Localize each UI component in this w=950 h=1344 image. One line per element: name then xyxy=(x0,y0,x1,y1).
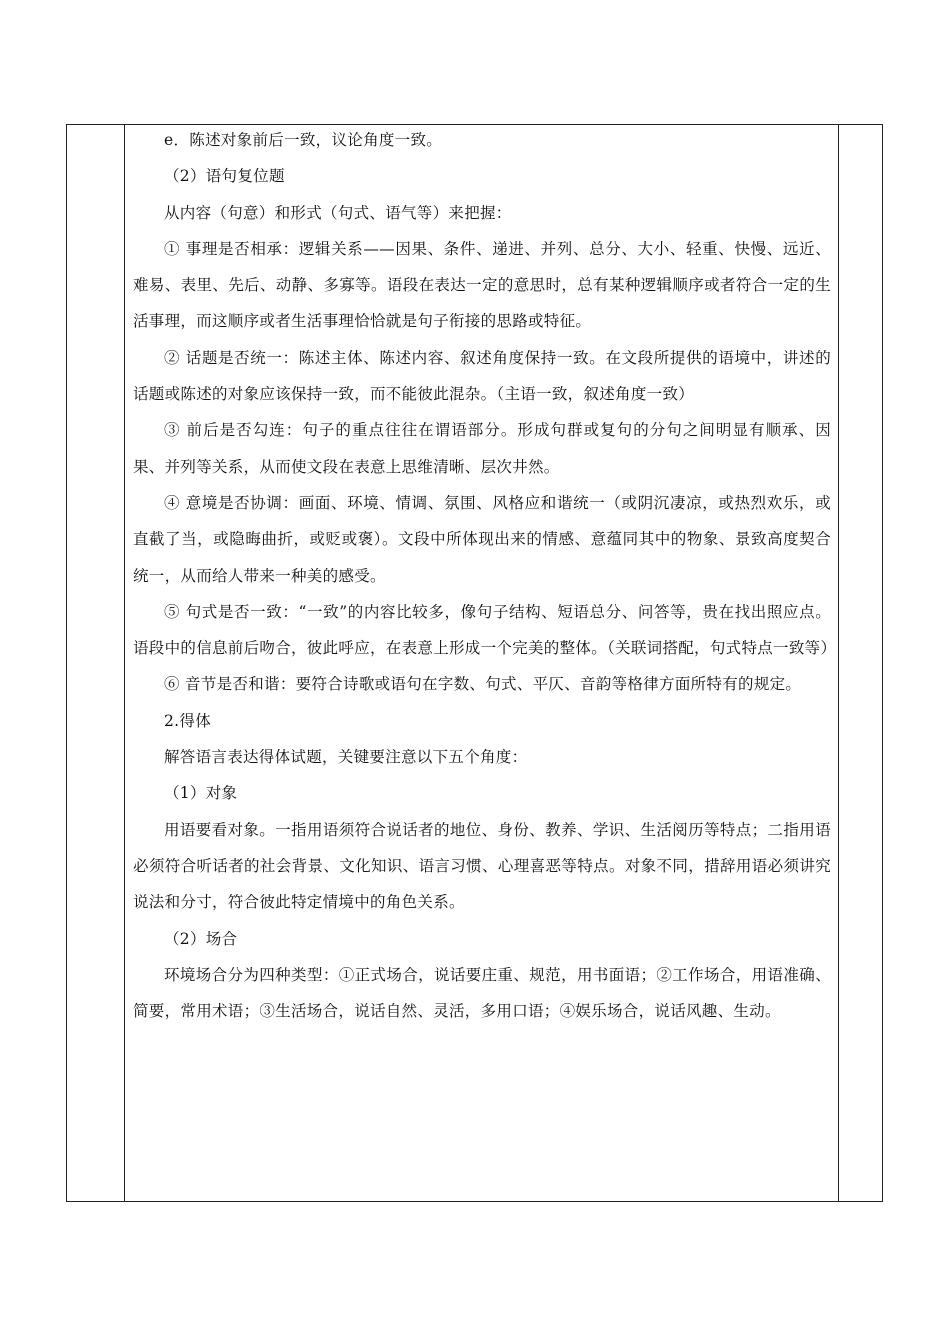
content-cell xyxy=(133,125,837,1029)
table-column-divider-left xyxy=(124,125,125,1201)
paragraph-point-2: ② 话题是否统一：陈述主体、陈述内容、叙述角度保持一致。在文段所提供的语境中，讲述的话题或陈述的对象应该保持一致，而不能彼此混杂。（主语一致，叙述角度一致） xyxy=(133,348,831,404)
paragraph-occasion-body: 环境场合分为四种类型：①正式场合，说话要庄重、规范，用书面语；②工作场合，用语准确、简要，常用术语；③生活场合，说话自然、灵活，多用口语；④娱乐场合，说话风趣、生动。 xyxy=(133,965,831,1021)
paragraph-heading-audience: （1）对象 xyxy=(164,784,238,803)
paragraph-consistency-note: e．陈述对象前后一致，议论角度一致。 xyxy=(164,131,443,149)
paragraph-audience-body: 用语要看对象。一指用语须符合说话者的地位、身份、教养、学识、生活阅历等特点；二指用语必须符合听话者的社会背景、文化知识、语言习惯、心理喜恶等特点。对象不同，措辞用语必须讲究说法和分寸，符合彼此特定情境中的角色关系。 xyxy=(133,820,831,912)
paragraph-heading-appropriateness: 2.得体 xyxy=(164,711,211,730)
paragraph-point-3: ③ 前后是否勾连：句子的重点往往在谓语部分。形成句群或复句的分句之间明显有顺承、因果、并列等关系，从而使文段在表意上思维清晰、层次井然。 xyxy=(133,421,831,476)
paragraph-point-5: ⑤ 句式是否一致：“一致”的内容比较多，像句子结构、短语总分、问答等，贵在找出照应点。语段中的信息前后吻合，彼此呼应，在表意上形成一个完美的整体。（关联词搭配，句式特点一致等） xyxy=(133,602,837,658)
paragraph-five-angles: 解答语言表达得体试题，关键要注意以下五个角度： xyxy=(164,748,528,767)
paragraph-point-1: ① 事理是否相承：逻辑关系——因果、条件、递进、并列、总分、大小、轻重、快慢、远近、难易、表里、先后、动静、多寡等。语段在表达一定的意思时，总有某种逻辑顺序或者符合一定的生活事理，而这顺序或者生活事理恰恰就是句子衔接的思路或特征。 xyxy=(133,239,831,331)
paragraph-grasp-method: 从内容（句意）和形式（句式、语气等）来把握： xyxy=(164,203,512,222)
paragraph-heading-sentence-restore: （2）语句复位题 xyxy=(164,167,285,186)
paragraph-heading-occasion: （2）场合 xyxy=(164,929,238,948)
document-table xyxy=(66,124,883,1202)
paragraph-point-4: ④ 意境是否协调：画面、环境、情调、氛围、风格应和谐统一（或阴沉凄凉，或热烈欢乐，或直截了当，或隐晦曲折，或贬或褒）。文段中所体现出来的情感、意蕴同其中的物象、景致高度契合统一，从而给人带来一种美的感受。 xyxy=(133,493,831,585)
table-column-divider-right xyxy=(838,125,839,1201)
paragraph-point-6: ⑥ 音节是否和谐：要符合诗歌或语句在字数、句式、平仄、音韵等格律方面所特有的规定。 xyxy=(164,675,802,694)
